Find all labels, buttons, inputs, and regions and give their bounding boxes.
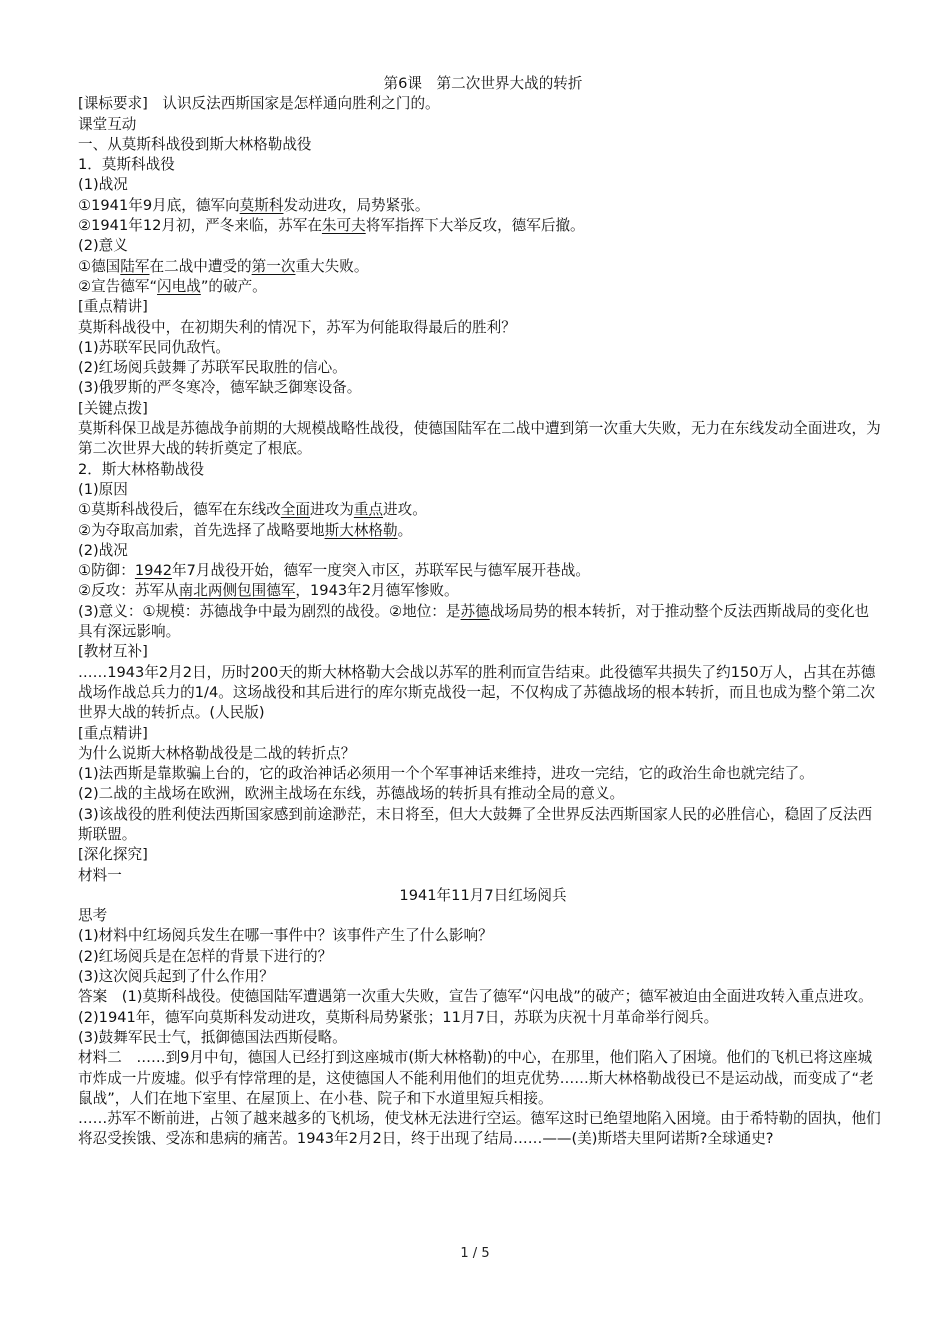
think-label: 思考 <box>78 907 108 925</box>
stalingrad-cause-label: (1)原因 <box>78 480 128 498</box>
text-run: ②为夺取高加索，首先选择了战略要地 <box>78 521 325 539</box>
focus-point: (1)法西斯是靠欺骗上台的，它的政治神话必须用一个个军事神话来维持，进攻一完结，它的政治生命也就完结了。 <box>78 765 814 783</box>
supplement-label: [教材互补] <box>78 643 148 661</box>
underlined-answer: 1942 <box>134 562 173 580</box>
stalingrad-counterattack <box>78 581 888 601</box>
curriculum-requirement <box>78 94 888 114</box>
moscow-meaning-1 <box>78 257 888 277</box>
underlined-answer: 闪电战 <box>157 277 201 295</box>
material-2-text: 材料二 ……到9月中旬，德国人已经打到这座城市(斯大林格勒)的中心，在那里，他们陷入了困境。他们的飞机已将这座城市炸成一片废墟。似乎有悖常理的是，这使德国人不能利用他们的坦克优势……斯大林格勒战役已不是运动战，而变成了“老鼠战”，人们在地下室里、在屋顶上、在小巷、院子和下水道里短兵相接。 <box>78 1049 874 1107</box>
think-question: (3)这次阅兵起到了什么作用？ <box>78 968 274 986</box>
supplement-text: ……1943年2月2日，历时200天的斯大林格勒大会战以苏军的胜利而宣告结束。此役德军共损失了约150万人，占其在苏德战场作战总兵力的1/4。这场战役和其后进行的库尔斯克战役一起，不仅构成了苏德战场的根本转折，而且也成为整个第二次世界大战的转折点。(人民版) <box>78 663 876 722</box>
underlined-answer: 斯大林格勒 <box>324 521 398 539</box>
underlined-answer: 第一次 <box>251 257 296 275</box>
text-run: ，1943年2月德军惨败。 <box>295 582 459 600</box>
answer-1: 答案 (1)莫斯科战役。使德国陆军遭遇第一次重大失败，宣告了德军“闪电战”的破产；德军被迫由全面进攻转入重点进攻。 <box>78 988 873 1006</box>
document-body <box>78 74 888 1150</box>
text-run: 进攻。 <box>383 501 427 519</box>
lesson-title: 第6课 第二次世界大战的转折 <box>383 75 583 92</box>
focus-label-2: [重点精讲] <box>78 724 148 742</box>
focus-point: (2)二战的主战场在欧洲，欧洲主战场在东线，苏德战场的转折具有推动全局的意义。 <box>78 785 625 803</box>
moscow-situation-2 <box>78 216 888 236</box>
underlined-answer: 全面 <box>280 501 311 519</box>
requirement-label: [课标要求] <box>78 95 148 113</box>
focus-point: (3)俄罗斯的严冬寒冷，德军缺乏御寒设备。 <box>78 379 362 397</box>
text-run: 将军指挥下大举反攻，德军后撤。 <box>365 217 585 235</box>
underlined-answer: 南北两侧包围德军 <box>178 582 296 600</box>
text-run: ②反攻：苏军从 <box>78 582 179 600</box>
think-question: (1)材料中红场阅兵发生在哪一事件中？该事件产生了什么影响？ <box>78 927 493 945</box>
requirement-text: 认识反法西斯国家是怎样通向胜利之门的。 <box>147 95 440 113</box>
underlined-answer: 莫斯科 <box>239 196 284 214</box>
text-run: (3)意义：①规模：苏德战争中最为剧烈的战役。②地位：是 <box>78 602 461 620</box>
text-run: ②宣告德军“ <box>78 277 158 295</box>
moscow-meaning-2 <box>78 277 888 297</box>
image-caption: 1941年11月7日红场阅兵 <box>399 886 567 904</box>
text-run: 重大失败。 <box>295 257 369 275</box>
text-run: ”的破产。 <box>200 277 267 295</box>
text-run: ①防御： <box>78 562 135 580</box>
focus-point: (3)该战役的胜利使法西斯国家感到前途渺茫，末日将至，但大大鼓舞了全世界反法西斯国家人民的必胜信心，稳固了反法西斯联盟。 <box>78 805 873 843</box>
stalingrad-cause-2 <box>78 521 888 541</box>
material-2-text-continued: ……苏军不断前进，占领了越来越多的飞机场，使戈林无法进行空运。德军这时已绝望地陷入困境。由于希特勒的固执，他们将忍受挨饿、受冻和患病的痛苦。1943年2月2日，终于出现了结局……——(美)斯塔夫里阿诺斯?全球通史? <box>78 1110 881 1148</box>
moscow-situation-1 <box>78 196 888 216</box>
answer-3: (3)鼓舞军民士气，抵御德国法西斯侵略。 <box>78 1028 347 1046</box>
focus-label-1: [重点精讲] <box>78 298 148 316</box>
stalingrad-cause-1 <box>78 500 888 520</box>
focus-question-1: 莫斯科战役中，在初期失利的情况下，苏军为何能取得最后的胜利？ <box>78 318 516 336</box>
underlined-answer: 重点 <box>353 501 384 519</box>
focus-question-2: 为什么说斯大林格勒战役是二战的转折点？ <box>78 744 356 762</box>
text-run: ②1941年12月初，严冬来临，苏军在 <box>78 217 322 235</box>
text-run: 在二战中遭受的 <box>149 257 252 275</box>
stalingrad-meaning <box>78 602 888 643</box>
keypoint-label: [关键点拨] <box>78 399 148 417</box>
section-heading-1: 一、从莫斯科战役到斯大林格勒战役 <box>78 135 312 153</box>
focus-point: (2)红场阅兵鼓舞了苏联军民取胜的信心。 <box>78 359 347 377</box>
stalingrad-situation-label: (2)战况 <box>78 541 128 559</box>
text-run: 战场局势的根本转折，对于推动整个反法西斯战局的变化也具有深远影响。 <box>78 602 870 641</box>
text-run: 发动进攻，局势紧张。 <box>283 196 430 214</box>
think-question: (2)红场阅兵是在怎样的背景下进行的？ <box>78 947 333 965</box>
moscow-meaning-label: (2)意义 <box>78 237 128 255</box>
text-run: 。 <box>397 521 413 539</box>
underlined-answer: 陆军 <box>120 257 150 275</box>
stalingrad-heading: 2．斯大林格勒战役 <box>78 460 205 478</box>
text-run: ①1941年9月底，德军向 <box>78 196 240 214</box>
page-number: 1 / 5 <box>460 1246 490 1261</box>
underlined-answer: 朱可夫 <box>321 217 366 235</box>
text-run: 年7月战役开始，德军一度突入市区，苏联军民与德军展开巷战。 <box>172 562 590 580</box>
text-run: ①莫斯科战役后，德军在东线改 <box>78 501 281 519</box>
focus-point: (1)苏联军民同仇敌忾。 <box>78 338 231 356</box>
explore-label: [深化探究] <box>78 846 148 864</box>
stalingrad-defense <box>78 561 888 581</box>
material-1-label: 材料一 <box>78 866 122 884</box>
underlined-answer: 苏德 <box>460 602 490 620</box>
text-run: ①德国 <box>78 257 121 275</box>
classroom-heading: 课堂互动 <box>78 115 137 133</box>
keypoint-text: 莫斯科保卫战是苏德战争前期的大规模战略性战役，使德国陆军在二战中遭到第一次重大失败，无力在东线发动全面进攻，为第二次世界大战的转折奠定了根底。 <box>78 420 881 458</box>
text-run: 进攻为 <box>310 501 354 519</box>
moscow-heading: 1．莫斯科战役 <box>78 156 175 174</box>
answer-2: (2)1941年，德军向莫斯科发动进攻，莫斯科局势紧张；11月7日，苏联为庆祝十月革命举行阅兵。 <box>78 1008 719 1026</box>
moscow-situation-label: (1)战况 <box>78 176 128 194</box>
